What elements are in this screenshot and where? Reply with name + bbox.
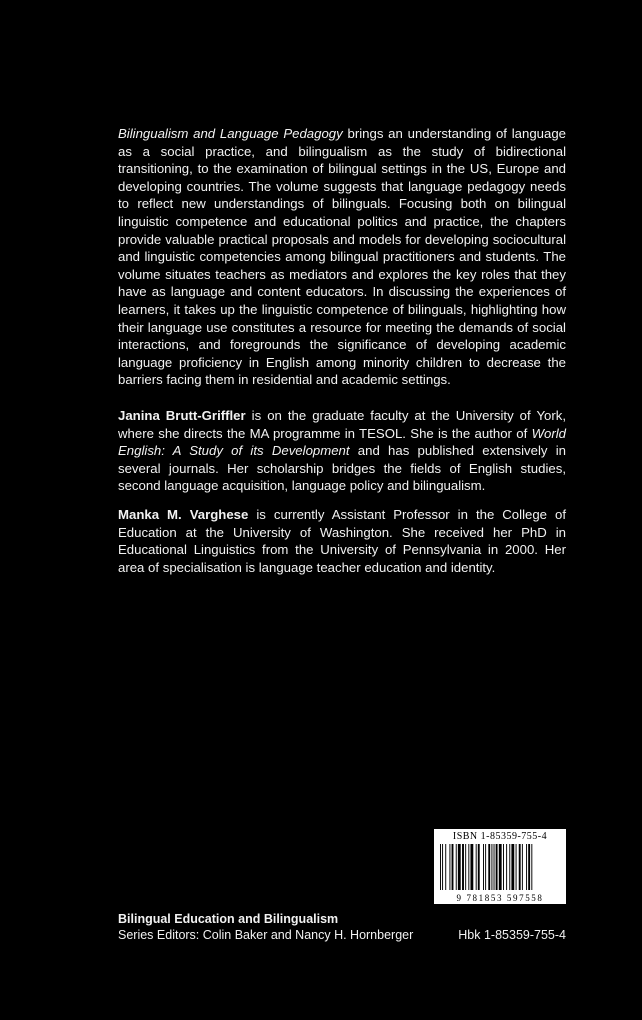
barcode-bar [509,844,510,890]
series-title: Bilingual Education and Bilingualism [118,912,339,926]
barcode-bars [440,844,560,890]
bio-text: and has published extensively in several journals. Her scholarship bridges the fields of English studies, second language acquisition, language policy and bilingualism. [118,443,566,494]
bio-text: is on the graduate faculty at the University of York, where she directs the MA programme in TESOL. She is the author of [118,408,567,441]
author-name: Manka M. Varghese [118,507,249,522]
barcode-bar [440,844,441,890]
barcode-bar [503,844,504,890]
barcode-bar [462,844,464,890]
author-name: Janina Brutt-Griffler [118,408,246,423]
isbn-label: ISBN 1-85359-755-4 [452,831,548,842]
barcode-bar [445,844,446,890]
barcode-digits: 9 781853 597558 [456,893,544,903]
barcode-bar [458,844,461,890]
author-bio-brutt-griffler [118,407,566,495]
barcode-bar [485,844,486,890]
barcode-bar [442,844,443,890]
barcode-bar [478,844,480,890]
barcode-bar [528,844,530,890]
hardback-isbn: Hbk 1-85359-755-4 [458,928,566,942]
barcode-bar [468,844,469,890]
barcode-bar [506,844,507,890]
blurb-body: brings an understanding of language as a social practice, and bilingualism as the study of bidirectional transitioning, to the examination of bilingual settings in the US, Europe and developing countries. The volume suggests that language pedagogy needs to reflect new understandings of bilinguals. Focusing both on bilingual linguistic competence and educational politics and practice, the chapters provide valuable practical proposals and models for developing sociocultural and linguistic competencies among bilingual practitioners and students. The volume situates teachers as mediators and explores the key roles that they have as language and content educators. In discussing the experiences of learners, it takes up the linguistic competence of bilinguals, highlighting how their language use constitutes a resource for meeting the demands of social interactions, and foregrounds the significance of developing academic language proficiency in English among minority children to decrease the barriers facing them in residential and academic settings. [118,126,566,388]
bio-text: is currently Assistant Professor in the College of Education at the University of Washington. She received her PhD in Educational Linguistics from the University of Pennsylvania in 2000. Her area of specialisation is language teacher education and identity. [118,507,566,575]
barcode-bar [488,844,490,890]
barcode-bar [491,844,492,890]
author-book-title: World English: A Study of its Development [118,425,566,459]
barcode-bar [483,844,484,890]
barcode-bar [452,844,454,890]
author-bio-varghese [118,506,566,576]
barcode-bar [499,844,502,890]
isbn-barcode [434,829,566,904]
barcode-bar [522,844,523,890]
blurb-paragraph [118,125,566,389]
barcode-bar [496,844,498,890]
barcode-bar [449,844,450,890]
barcode-bar [470,844,473,890]
barcode-bar [519,844,521,890]
barcode-bar [526,844,527,890]
barcode-bar [494,844,495,890]
series-editors: Series Editors: Colin Baker and Nancy H. Hornberger [118,928,414,942]
book-title: Bilingualism and Language Pedagogy [118,126,343,141]
barcode-bar [511,844,514,890]
barcode-bar [531,844,532,890]
barcode-bar [465,844,466,890]
barcode-bar [456,844,457,890]
barcode-bar [516,844,517,890]
barcode-bar [476,844,477,890]
